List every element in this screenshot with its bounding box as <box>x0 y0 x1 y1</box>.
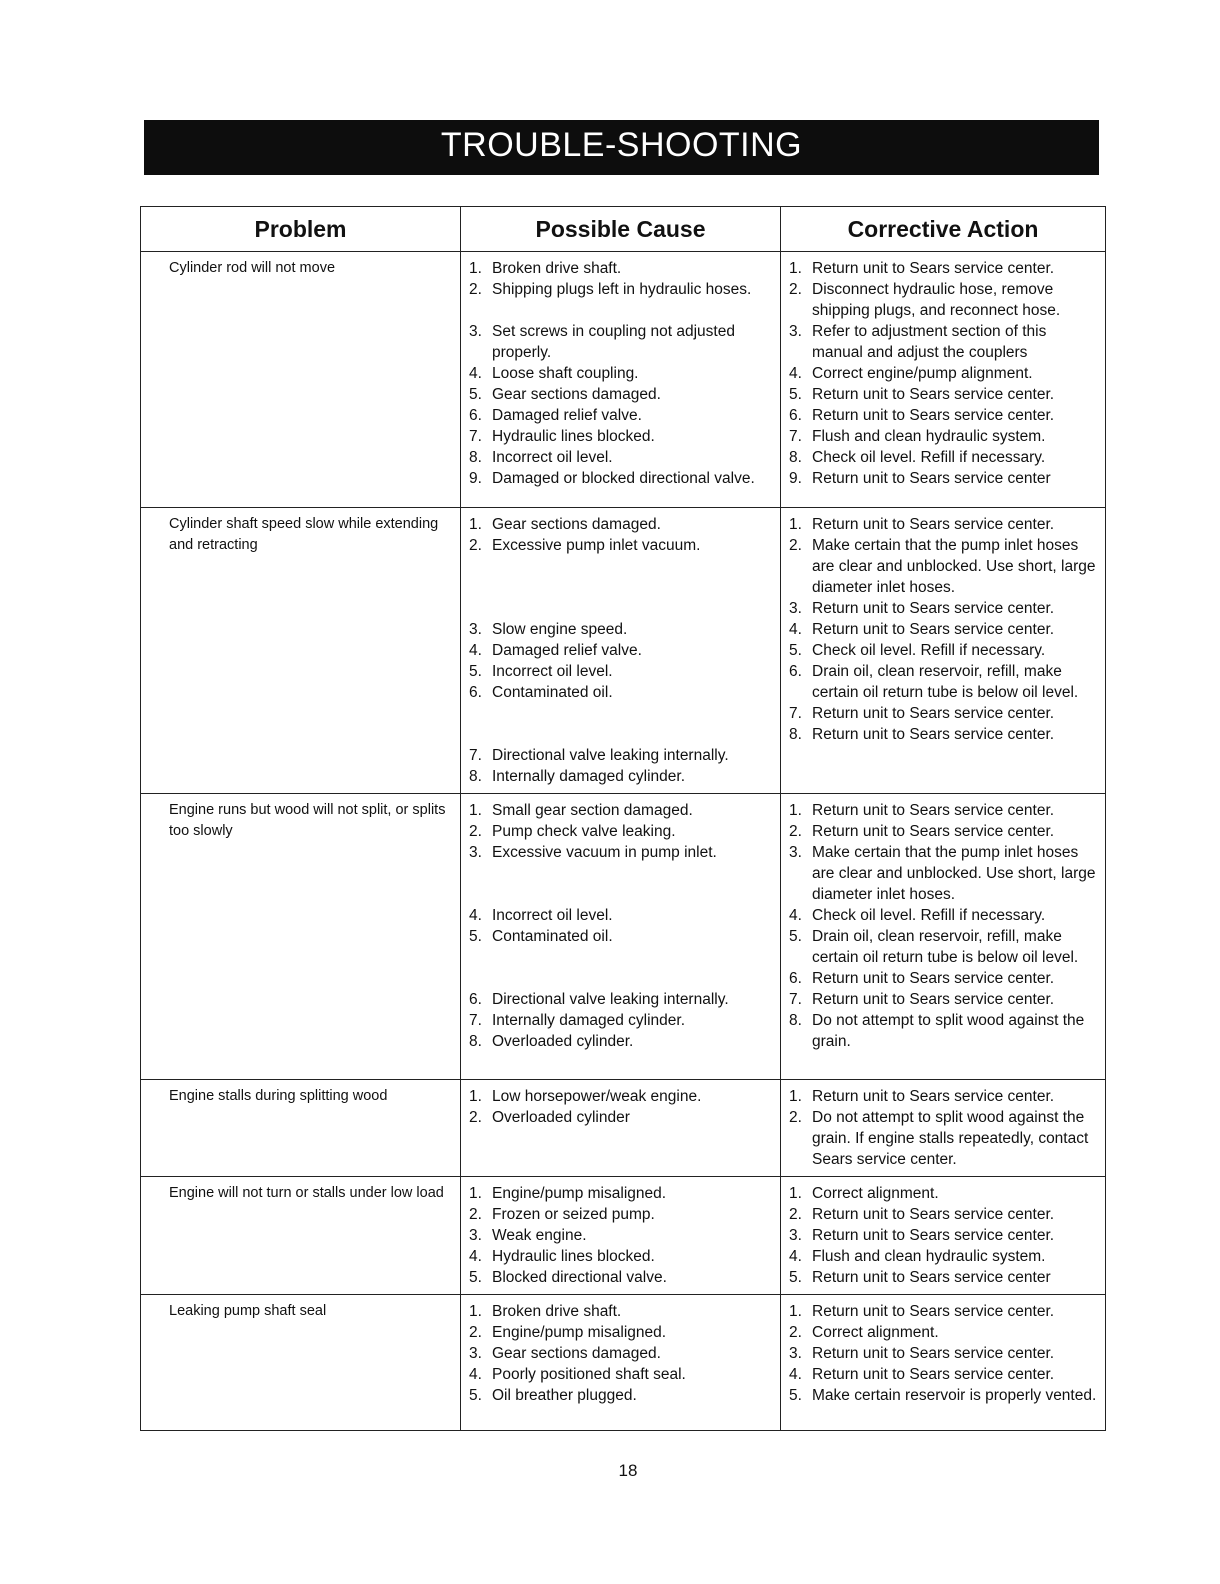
cause-item-number <box>469 968 492 989</box>
cause-item-number: 6. <box>469 684 482 701</box>
cause-item <box>469 926 772 947</box>
action-item-number: 3. <box>789 844 802 861</box>
cause-item-number <box>469 724 492 745</box>
cause-item <box>469 1301 772 1322</box>
cause-item-number: 4. <box>469 1366 482 1383</box>
cause-item-text <box>492 947 772 968</box>
cause-item <box>469 1364 772 1385</box>
cause-item-number: 6. <box>469 407 482 424</box>
cause-item <box>469 640 772 661</box>
header-corrective-action: Corrective Action <box>781 207 1106 252</box>
action-item-number: 4. <box>789 1248 802 1265</box>
action-item <box>789 724 1097 745</box>
cause-item <box>469 884 772 905</box>
cause-item-text: Contaminated oil. <box>492 684 613 701</box>
cause-item-number <box>469 556 492 577</box>
cause-item-number: 2. <box>469 281 482 298</box>
cause-item-text <box>492 724 772 745</box>
cause-item-number: 3. <box>469 323 482 340</box>
cause-item-number: 1. <box>469 802 482 819</box>
cause-item <box>469 426 772 447</box>
action-item <box>789 279 1097 321</box>
action-item <box>789 535 1097 598</box>
cause-item <box>469 1183 772 1204</box>
cause-item-text: Excessive pump inlet vacuum. <box>492 537 701 554</box>
table-row <box>141 508 1106 794</box>
action-item-text: Return unit to Sears service center <box>812 1269 1051 1286</box>
cause-item <box>469 745 772 766</box>
action-item <box>789 1010 1097 1052</box>
action-item <box>789 426 1097 447</box>
cause-item-text: Weak engine. <box>492 1227 587 1244</box>
action-item <box>789 661 1097 703</box>
cause-item-text: Hydraulic lines blocked. <box>492 1248 655 1265</box>
action-item-text: Drain oil, clean reservoir, refill, make certain oil return tube is below oil level. <box>812 928 1079 966</box>
cause-item-number: 8. <box>469 449 482 466</box>
cause-item <box>469 1010 772 1031</box>
action-item-number: 2. <box>789 823 802 840</box>
action-item-number: 1. <box>789 260 802 277</box>
cause-item-text: Shipping plugs left in hydraulic hoses. <box>492 281 752 298</box>
action-item-number: 1. <box>789 1088 802 1105</box>
cause-item <box>469 989 772 1010</box>
cause-item-text: Internally damaged cylinder. <box>492 768 686 785</box>
action-item-number: 4. <box>789 907 802 924</box>
action-item-text: Return unit to Sears service center. <box>812 600 1055 617</box>
cause-item <box>469 556 772 577</box>
cause-item <box>469 1225 772 1246</box>
cause-item-text: Excessive vacuum in pump inlet. <box>492 844 717 861</box>
cause-item-number: 1. <box>469 260 482 277</box>
cause-item <box>469 968 772 989</box>
cause-item <box>469 1086 772 1107</box>
cause-item-number: 8. <box>469 768 482 785</box>
cause-item-text: Incorrect oil level. <box>492 663 613 680</box>
cause-list <box>469 1086 772 1128</box>
cause-item <box>469 842 772 863</box>
cause-item-text: Small gear section damaged. <box>492 802 693 819</box>
cause-item-text: Slow engine speed. <box>492 621 628 638</box>
cause-item-number: 7. <box>469 1012 482 1029</box>
cause-item <box>469 279 772 300</box>
action-item-text: Make certain that the pump inlet hoses are clear and unblocked. Use short, large diameter inlet hoses. <box>812 537 1096 596</box>
action-item-text: Return unit to Sears service center. <box>812 407 1055 424</box>
action-item-number: 3. <box>789 1345 802 1362</box>
cause-item <box>469 703 772 724</box>
action-item <box>789 321 1097 363</box>
action-cell <box>781 508 1106 794</box>
action-item-number: 2. <box>789 1324 802 1341</box>
cause-item <box>469 258 772 279</box>
action-item-number: 5. <box>789 1269 802 1286</box>
action-item-number: 2. <box>789 1109 802 1126</box>
cause-item <box>469 1385 772 1406</box>
action-item-number: 4. <box>789 1366 802 1383</box>
action-item-number: 7. <box>789 705 802 722</box>
action-item-number: 4. <box>789 365 802 382</box>
action-item <box>789 598 1097 619</box>
cause-item-number: 6. <box>469 991 482 1008</box>
cause-item <box>469 1031 772 1052</box>
cause-item <box>469 321 772 363</box>
cause-item-number: 2. <box>469 1206 482 1223</box>
cause-item <box>469 384 772 405</box>
action-item-text: Return unit to Sears service center. <box>812 1088 1055 1105</box>
action-item-number: 7. <box>789 991 802 1008</box>
cause-item-number: 1. <box>469 1185 482 1202</box>
action-item-text: Return unit to Sears service center. <box>812 802 1055 819</box>
action-item <box>789 1385 1097 1406</box>
cause-item-number: 5. <box>469 1269 482 1286</box>
action-item-number: 3. <box>789 323 802 340</box>
action-item <box>789 1246 1097 1267</box>
action-item-text: Return unit to Sears service center. <box>812 705 1055 722</box>
action-item <box>789 405 1097 426</box>
action-item <box>789 640 1097 661</box>
action-list <box>789 1183 1097 1288</box>
table-row <box>141 1177 1106 1295</box>
action-item-number: 8. <box>789 449 802 466</box>
action-item-number: 4. <box>789 621 802 638</box>
action-item <box>789 384 1097 405</box>
action-item <box>789 1364 1097 1385</box>
cause-item <box>469 1107 772 1128</box>
cause-item <box>469 619 772 640</box>
cause-item-text: Oil breather plugged. <box>492 1387 637 1404</box>
cause-item-text <box>492 884 772 905</box>
table-row <box>141 1080 1106 1177</box>
action-item-number: 5. <box>789 1387 802 1404</box>
action-item-text: Return unit to Sears service center. <box>812 386 1055 403</box>
cause-cell <box>461 1295 781 1431</box>
action-item-text: Correct alignment. <box>812 1324 939 1341</box>
action-item-number: 1. <box>789 516 802 533</box>
cause-item-text: Low horsepower/weak engine. <box>492 1088 702 1105</box>
cause-cell <box>461 794 781 1080</box>
cause-item <box>469 363 772 384</box>
action-list <box>789 514 1097 745</box>
cause-list <box>469 258 772 489</box>
cause-item-number <box>469 577 492 598</box>
cause-item-text: Damaged relief valve. <box>492 642 642 659</box>
action-item-number: 2. <box>789 281 802 298</box>
cause-item <box>469 947 772 968</box>
action-item-number: 9. <box>789 470 802 487</box>
action-item <box>789 468 1097 489</box>
cause-item <box>469 766 772 787</box>
action-item-number: 5. <box>789 386 802 403</box>
action-item <box>789 1107 1097 1170</box>
header-possible-cause: Possible Cause <box>461 207 781 252</box>
cause-cell <box>461 252 781 508</box>
action-list <box>789 800 1097 1052</box>
cause-item-number: 3. <box>469 844 482 861</box>
cause-item-text: Set screws in coupling not adjusted properly. <box>492 323 735 361</box>
cause-item-number: 2. <box>469 1109 482 1126</box>
page-title: TROUBLE-SHOOTING <box>144 120 1099 175</box>
action-item-number: 1. <box>789 1303 802 1320</box>
action-item-number: 7. <box>789 428 802 445</box>
cause-item-number <box>469 300 492 321</box>
cause-item <box>469 1322 772 1343</box>
cause-item-number <box>469 703 492 724</box>
cause-item <box>469 405 772 426</box>
action-cell <box>781 252 1106 508</box>
cause-item-number <box>469 598 492 619</box>
cause-item-text: Damaged relief valve. <box>492 407 642 424</box>
cause-item <box>469 800 772 821</box>
cause-item <box>469 300 772 321</box>
cause-item <box>469 724 772 745</box>
cause-item-text: Contaminated oil. <box>492 928 613 945</box>
cause-item <box>469 468 772 489</box>
cause-item <box>469 577 772 598</box>
cause-item-number: 5. <box>469 386 482 403</box>
cause-item-text <box>492 300 772 321</box>
cause-item-number <box>469 947 492 968</box>
table-header-row <box>141 207 1106 252</box>
action-item <box>789 989 1097 1010</box>
cause-item <box>469 863 772 884</box>
cause-item <box>469 535 772 556</box>
action-item-text: Return unit to Sears service center. <box>812 991 1055 1008</box>
cause-item-text: Overloaded cylinder <box>492 1109 630 1126</box>
action-item <box>789 968 1097 989</box>
problem-cell: Engine runs but wood will not split, or splits too slowly <box>141 794 461 1080</box>
cause-item <box>469 1267 772 1288</box>
table-row <box>141 794 1106 1080</box>
action-item-number: 1. <box>789 802 802 819</box>
action-item <box>789 905 1097 926</box>
action-item <box>789 842 1097 905</box>
problem-cell: Cylinder shaft speed slow while extending and retracting <box>141 508 461 794</box>
action-item-text: Return unit to Sears service center. <box>812 621 1055 638</box>
action-item-text: Return unit to Sears service center. <box>812 260 1055 277</box>
cause-item-number: 5. <box>469 1387 482 1404</box>
cause-item-text: Incorrect oil level. <box>492 449 613 466</box>
cause-item-text: Broken drive shaft. <box>492 1303 622 1320</box>
cause-item-number: 1. <box>469 516 482 533</box>
cause-item-text: Gear sections damaged. <box>492 516 661 533</box>
action-item-text: Check oil level. Refill if necessary. <box>812 642 1046 659</box>
action-item-number: 6. <box>789 970 802 987</box>
cause-item-text <box>492 577 772 598</box>
action-cell <box>781 1177 1106 1295</box>
action-item-text: Drain oil, clean reservoir, refill, make certain oil return tube is below oil level. <box>812 663 1079 701</box>
cause-item-text <box>492 556 772 577</box>
action-item-text: Return unit to Sears service center. <box>812 1303 1055 1320</box>
cause-cell <box>461 508 781 794</box>
cause-item <box>469 1343 772 1364</box>
cause-item-number <box>469 884 492 905</box>
cause-item <box>469 821 772 842</box>
cause-item-text: Engine/pump misaligned. <box>492 1324 667 1341</box>
action-item <box>789 1267 1097 1288</box>
action-item-text: Return unit to Sears service center. <box>812 1206 1055 1223</box>
action-item <box>789 1225 1097 1246</box>
action-item <box>789 619 1097 640</box>
action-item-text: Do not attempt to split wood against the grain. If engine stalls repeatedly, contact Sears service center. <box>812 1109 1089 1168</box>
action-item <box>789 1301 1097 1322</box>
cause-item <box>469 1246 772 1267</box>
action-item-number: 2. <box>789 1206 802 1223</box>
action-item-text: Make certain that the pump inlet hoses are clear and unblocked. Use short, large diameter inlet hoses. <box>812 844 1096 903</box>
cause-item <box>469 514 772 535</box>
action-item-number: 8. <box>789 1012 802 1029</box>
table-row <box>141 1295 1106 1431</box>
cause-item-number: 2. <box>469 537 482 554</box>
cause-item-text: Gear sections damaged. <box>492 1345 661 1362</box>
cause-item <box>469 598 772 619</box>
action-item-text: Return unit to Sears service center. <box>812 516 1055 533</box>
action-item-number: 1. <box>789 1185 802 1202</box>
action-item-number: 6. <box>789 663 802 680</box>
action-item <box>789 1343 1097 1364</box>
action-item <box>789 800 1097 821</box>
cause-item-text: Poorly positioned shaft seal. <box>492 1366 686 1383</box>
cause-item-text: Hydraulic lines blocked. <box>492 428 655 445</box>
cause-item-number: 2. <box>469 823 482 840</box>
action-item-text: Correct alignment. <box>812 1185 939 1202</box>
cause-item-text <box>492 968 772 989</box>
problem-cell: Engine stalls during splitting wood <box>141 1080 461 1177</box>
action-item-text: Do not attempt to split wood against the grain. <box>812 1012 1085 1050</box>
cause-item-text: Loose shaft coupling. <box>492 365 639 382</box>
action-item-number: 2. <box>789 537 802 554</box>
cause-item-text <box>492 598 772 619</box>
cause-item-number: 4. <box>469 642 482 659</box>
action-cell <box>781 1295 1106 1431</box>
action-item <box>789 447 1097 468</box>
problem-cell: Engine will not turn or stalls under low load <box>141 1177 461 1295</box>
cause-cell <box>461 1080 781 1177</box>
cause-item-text: Blocked directional valve. <box>492 1269 667 1286</box>
action-item <box>789 1322 1097 1343</box>
cause-item-text: Directional valve leaking internally. <box>492 991 729 1008</box>
cause-item-number: 9. <box>469 470 482 487</box>
action-item-number: 5. <box>789 928 802 945</box>
cause-item-number: 4. <box>469 365 482 382</box>
cause-item-number: 5. <box>469 928 482 945</box>
cause-item-number <box>469 863 492 884</box>
action-item-number: 5. <box>789 642 802 659</box>
action-item <box>789 821 1097 842</box>
action-item-number: 3. <box>789 600 802 617</box>
action-item <box>789 258 1097 279</box>
action-list <box>789 258 1097 489</box>
cause-list <box>469 800 772 1052</box>
cause-item-number: 3. <box>469 1345 482 1362</box>
cause-item-number: 2. <box>469 1324 482 1341</box>
cause-item-text: Internally damaged cylinder. <box>492 1012 686 1029</box>
action-item-text: Make certain reservoir is properly vented. <box>812 1387 1097 1404</box>
action-item-text: Check oil level. Refill if necessary. <box>812 907 1046 924</box>
action-item <box>789 514 1097 535</box>
troubleshooting-table <box>140 206 1106 1431</box>
cause-list <box>469 1183 772 1288</box>
action-item-text: Return unit to Sears service center. <box>812 726 1055 743</box>
cause-item-number: 8. <box>469 1033 482 1050</box>
action-list <box>789 1086 1097 1170</box>
cause-item-number: 7. <box>469 747 482 764</box>
action-item <box>789 703 1097 724</box>
action-item-text: Return unit to Sears service center. <box>812 1227 1055 1244</box>
action-list <box>789 1301 1097 1406</box>
action-item-text: Correct engine/pump alignment. <box>812 365 1033 382</box>
cause-item-number: 3. <box>469 621 482 638</box>
cause-item <box>469 682 772 703</box>
action-item-text: Return unit to Sears service center <box>812 470 1051 487</box>
action-item-number: 3. <box>789 1227 802 1244</box>
cause-item-text: Broken drive shaft. <box>492 260 622 277</box>
cause-item-text: Gear sections damaged. <box>492 386 661 403</box>
cause-item <box>469 661 772 682</box>
cause-item-text <box>492 703 772 724</box>
cause-item-number: 3. <box>469 1227 482 1244</box>
cause-item-text: Overloaded cylinder. <box>492 1033 634 1050</box>
header-problem: Problem <box>141 207 461 252</box>
action-item-number: 6. <box>789 407 802 424</box>
cause-item-number: 4. <box>469 1248 482 1265</box>
action-item-number: 8. <box>789 726 802 743</box>
cause-item-text <box>492 863 772 884</box>
action-item <box>789 926 1097 968</box>
cause-item-text: Pump check valve leaking. <box>492 823 676 840</box>
action-item-text: Return unit to Sears service center. <box>812 1345 1055 1362</box>
cause-item-number: 1. <box>469 1303 482 1320</box>
action-item <box>789 363 1097 384</box>
problem-cell: Leaking pump shaft seal <box>141 1295 461 1431</box>
action-item-text: Disconnect hydraulic hose, remove shipping plugs, and reconnect hose. <box>812 281 1061 319</box>
cause-item-text: Directional valve leaking internally. <box>492 747 729 764</box>
cause-item-text: Engine/pump misaligned. <box>492 1185 667 1202</box>
page-number: 18 <box>618 1461 638 1480</box>
cause-item <box>469 905 772 926</box>
action-item-text: Return unit to Sears service center. <box>812 970 1055 987</box>
cause-cell <box>461 1177 781 1295</box>
action-item <box>789 1183 1097 1204</box>
cause-list <box>469 1301 772 1406</box>
action-item <box>789 1086 1097 1107</box>
problem-cell: Cylinder rod will not move <box>141 252 461 508</box>
action-item-text: Flush and clean hydraulic system. <box>812 428 1046 445</box>
cause-item-text: Frozen or seized pump. <box>492 1206 655 1223</box>
cause-item-number: 1. <box>469 1088 482 1105</box>
cause-item-number: 4. <box>469 907 482 924</box>
action-cell <box>781 1080 1106 1177</box>
action-item-text: Return unit to Sears service center. <box>812 823 1055 840</box>
action-item-text: Refer to adjustment section of this manual and adjust the couplers <box>812 323 1047 361</box>
cause-item <box>469 1204 772 1225</box>
cause-item <box>469 447 772 468</box>
cause-list <box>469 514 772 787</box>
action-item-text: Flush and clean hydraulic system. <box>812 1248 1046 1265</box>
cause-item-number: 7. <box>469 428 482 445</box>
action-cell <box>781 794 1106 1080</box>
action-item <box>789 1204 1097 1225</box>
table-row <box>141 252 1106 508</box>
action-item-text: Return unit to Sears service center. <box>812 1366 1055 1383</box>
action-item-text: Check oil level. Refill if necessary. <box>812 449 1046 466</box>
cause-item-number: 5. <box>469 663 482 680</box>
cause-item-text: Damaged or blocked directional valve. <box>492 470 755 487</box>
cause-item-text: Incorrect oil level. <box>492 907 613 924</box>
